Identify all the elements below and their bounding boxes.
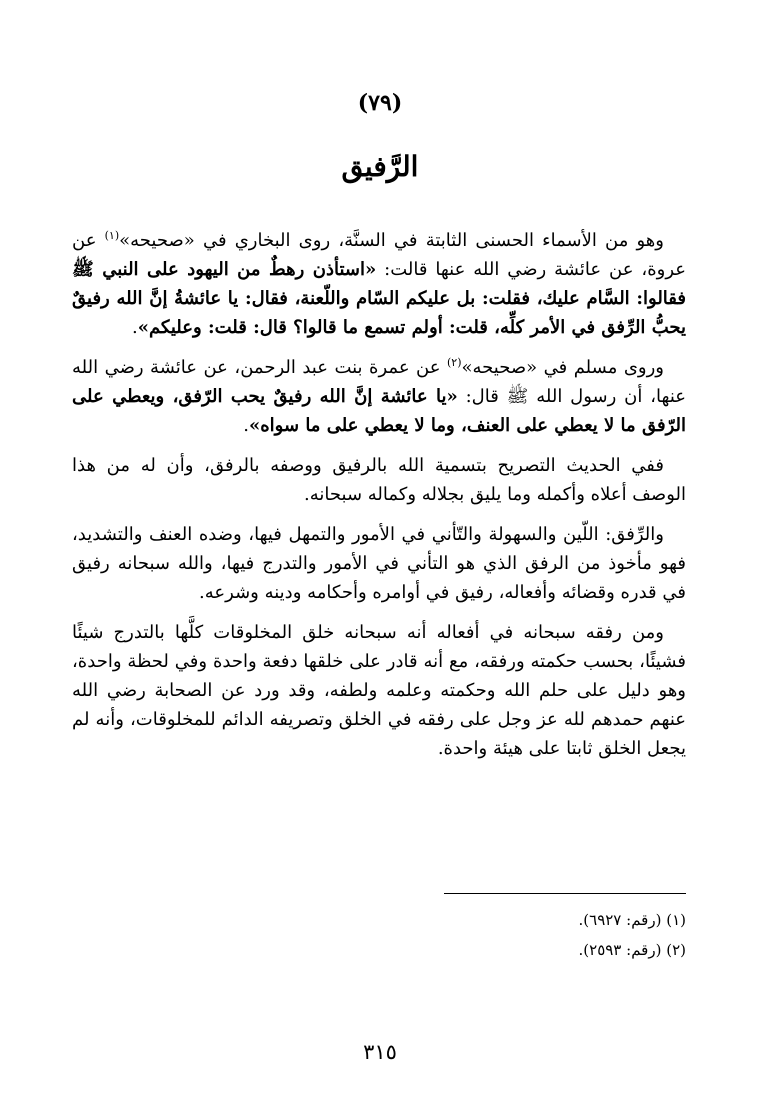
paragraph-4: والرِّفق: اللّين والسهولة والتّأني في الأمور والتمهل فيها، وضده العنف والتشديد، فهو مأخوذ من الرفق الذي هو التأني في الأمور والتدرج فيها، والله سبحانه رفيق في قدره وقضائه وأفعاله، رفيق في أوامره وأحكامه ودينه وشرعه. <box>72 524 686 603</box>
paragraph-text: عن عروة، عن عائشة رضي الله عنها قالت: <box>72 230 686 280</box>
footnote-ref-1: (١) <box>104 229 120 242</box>
hadith-quote: «يا عائشة إنَّ الله رفيقٌ يحب الرّفق، ويعطي على الرّفق ما لا يعطي على العنف، وما لا يعطي على ما سواه» <box>72 386 686 436</box>
paragraph-text: . <box>131 317 138 338</box>
footnote-ref-2: (٢) <box>446 356 462 369</box>
chapter-title: الرَّفيق <box>341 150 419 183</box>
footnote-1: (١) (رقم: ٦٩٢٧). <box>578 911 686 929</box>
paragraph-text: . <box>243 415 249 436</box>
body-text <box>72 226 686 774</box>
paragraph-text: عن عمرة بنت عبد الرحمن، عن عائشة رضي الله عنها، أن رسول الله ﷺ قال: <box>72 357 686 407</box>
hadith-quote: «استأذن رهطٌ من اليهود على النبي ﷺ فقالوا: السَّام عليك، فقلت: بل عليكم السّام واللّعنة، فقال: يا عائشةُ إنَّ الله رفيقٌ يحبُّ الرِّفق في الأمر كلِّه، قلت: أولم تسمع ما قالوا؟ قال: قلت: وعليكم» <box>72 259 686 338</box>
paragraph-5: ومن رفقه سبحانه في أفعاله أنه سبحانه خلق المخلوقات كلَّها بالتدرج شيئًا فشيئًا، بحسب حكمته ورفقه، مع أنه قادر على خلقها دفعة واحدة وفي لحظة واحدة، وهو دليل على حلم الله وحكمته وعلمه ولطفه، وقد ورد عن الصحابة رضي الله عنهم حمدهم لله عز وجل على رفقه في الخلق وتصريفه الدائم للمخلوقات، وأنه لم يجعل الخلق ثابتا على هيئة واحدة. <box>72 622 686 759</box>
footnotes <box>286 905 686 965</box>
footnote-divider <box>444 893 686 894</box>
paragraph-text: وهو من الأسماء الحسنى الثابتة في السنَّة، روى البخاري في «صحيحه» <box>119 230 664 251</box>
paragraph-2 <box>72 353 686 440</box>
chapter-number: (٧٩) <box>357 90 403 116</box>
paragraph-1 <box>72 226 686 342</box>
footnote-2: (٢) (رقم: ٢٥٩٣). <box>578 941 686 959</box>
page-number: ٣١٥ <box>363 1040 397 1064</box>
paragraph-3: ففي الحديث التصريح بتسمية الله بالرفيق ووصفه بالرفق، وأن له من هذا الوصف أعلاه وأكمله وما يليق بجلاله وكماله سبحانه. <box>72 455 686 505</box>
paragraph-text: وروى مسلم في «صحيحه» <box>461 357 664 378</box>
